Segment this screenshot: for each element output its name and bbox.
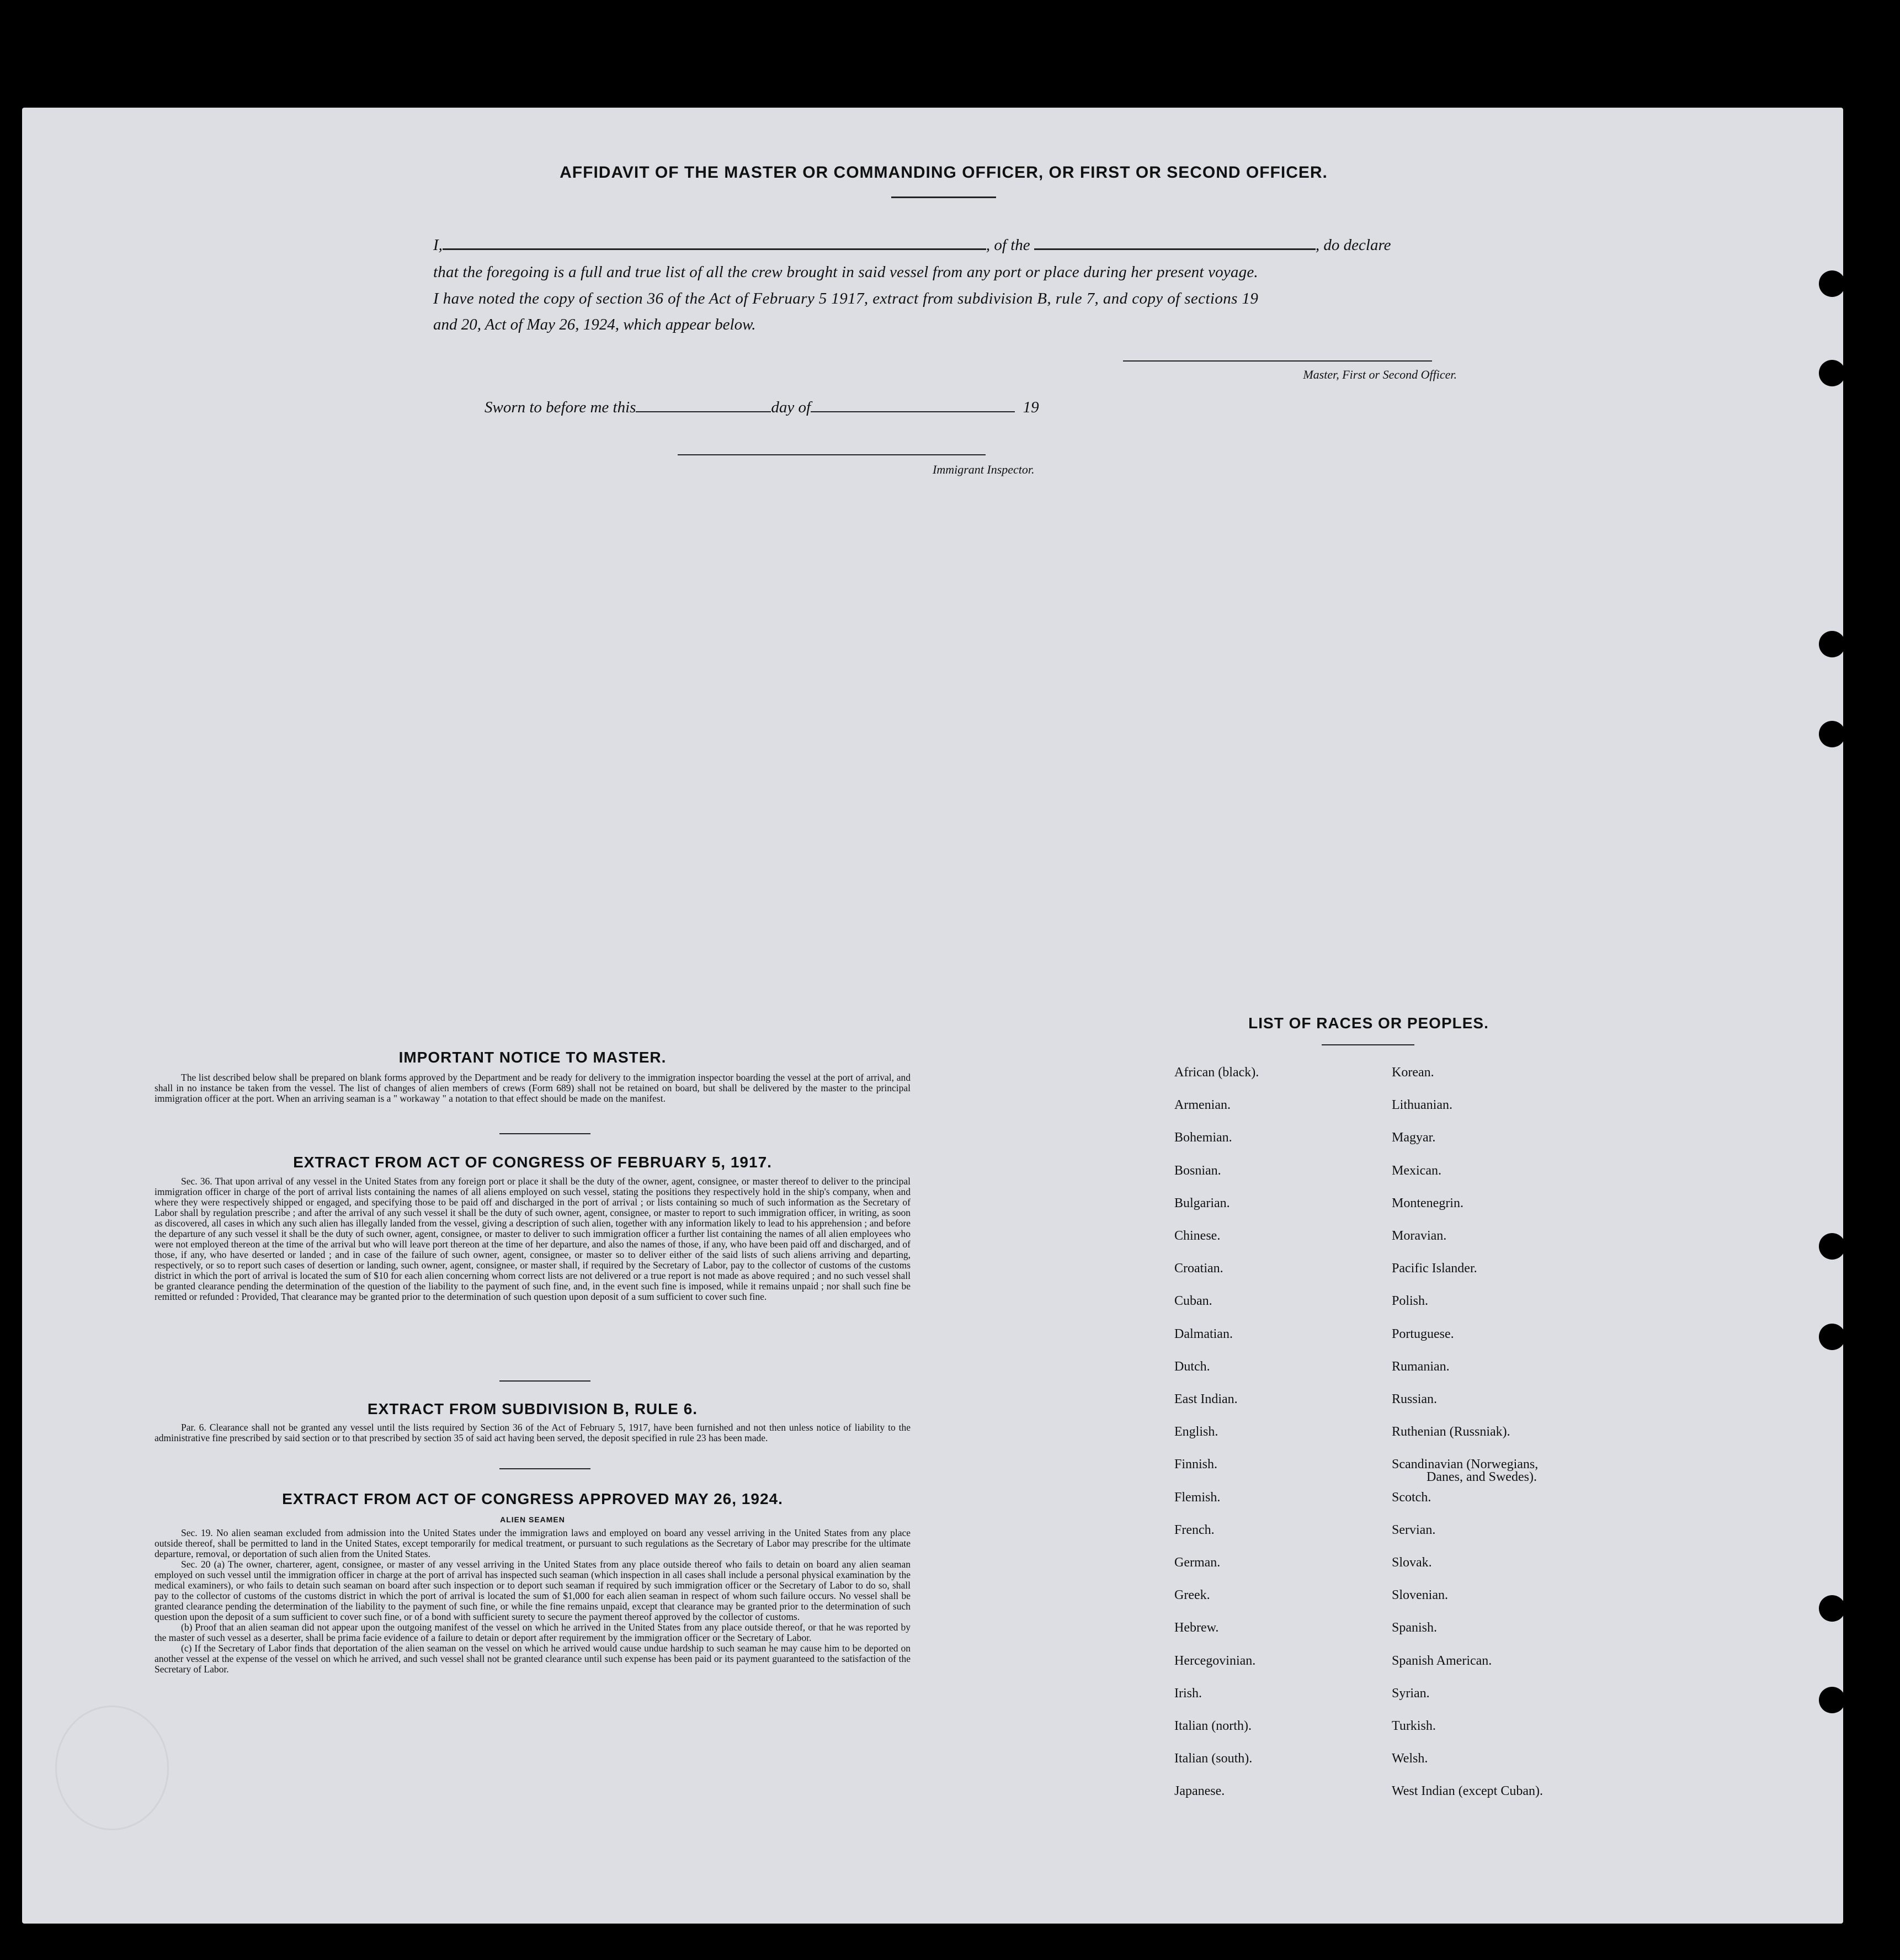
extract-1917-title: EXTRACT FROM ACT OF CONGRESS OF FEBRUARY 5, 1917. bbox=[293, 1154, 772, 1171]
master-signature-line[interactable] bbox=[1123, 360, 1432, 362]
race-item: Irish. bbox=[1174, 1686, 1202, 1701]
affidavit-i: I, bbox=[433, 236, 443, 254]
sworn-day-field[interactable] bbox=[636, 411, 771, 412]
affidavit-line1 bbox=[433, 236, 1465, 254]
affidavit-line3: I have noted the copy of section 36 of the Act of February 5 1917, extract from subdivision B, rule 7, and copy of sections 19 bbox=[433, 290, 1259, 307]
race-item: Bulgarian. bbox=[1174, 1196, 1230, 1210]
race-item: Turkish. bbox=[1392, 1719, 1436, 1733]
inspector-signature-line[interactable] bbox=[678, 454, 986, 455]
race-item: West Indian (except Cuban). bbox=[1392, 1784, 1543, 1798]
race-item: Ruthenian (Russniak). bbox=[1392, 1425, 1510, 1439]
notice-paragraph: The list described below shall be prepared on blank forms approved by the Department and be ready for delivery to the immigration inspector boarding the vessel at the port of arrival, and shall in no instance be taken from the vessel. The list of changes of alien members of crews (Form 689) shall not be retained on board, but shall be delivered by the master to the principal immigration officer at the port. When an arriving seaman is a " workaway " a notation to that effect should be made on the manifest. bbox=[155, 1072, 911, 1104]
race-item: English. bbox=[1174, 1425, 1218, 1439]
race-item: Servian. bbox=[1392, 1523, 1436, 1537]
alien-seamen-subtitle: ALIEN SEAMEN bbox=[500, 1515, 565, 1524]
race-item: Croatian. bbox=[1174, 1261, 1223, 1276]
master-signature-label: Master, First or Second Officer. bbox=[1303, 368, 1457, 381]
subdivision-b-body bbox=[155, 1422, 911, 1443]
binder-hole bbox=[1819, 721, 1845, 747]
race-item: Pacific Islander. bbox=[1392, 1261, 1477, 1276]
sec19-paragraph: Sec. 19. No alien seaman excluded from admission into the United States under the immigration laws and employed on board any vessel arriving in the United States from any place outside thereof, shall be permitted to land in the United States, except temporarily for medical treatment, or pursuant to such regulations as the Secretary of Labor may prescribe for the ultimate departure, removal, or deportation of such alien from the United States. bbox=[155, 1527, 911, 1559]
race-item: Rumanian. bbox=[1392, 1359, 1450, 1374]
race-item: Lithuanian. bbox=[1392, 1098, 1452, 1112]
races-title-rule bbox=[1322, 1044, 1414, 1045]
binder-hole bbox=[1819, 1687, 1845, 1713]
race-item: Korean. bbox=[1392, 1065, 1434, 1080]
affidavit-title: AFFIDAVIT OF THE MASTER OR COMMANDING OFFICER, OR FIRST OR SECOND OFFICER. bbox=[560, 163, 1328, 182]
race-item: Dalmatian. bbox=[1174, 1327, 1233, 1341]
extract-1924-title: EXTRACT FROM ACT OF CONGRESS APPROVED MAY 26, 1924. bbox=[282, 1490, 783, 1507]
sworn-prefix: Sworn to before me this bbox=[485, 399, 636, 416]
race-item: Hebrew. bbox=[1174, 1621, 1219, 1635]
binder-hole bbox=[1819, 360, 1845, 386]
affidavit-line4: and 20, Act of May 26, 1924, which appear below. bbox=[433, 316, 756, 333]
sec20c-paragraph: (c) If the Secretary of Labor finds that deportation of the alien seaman on the vessel on which he arrived would cause undue hardship to such seaman he may cause him to be deported on another vessel at the expense of the vessel on which he arrived, and such vessel shall not be granted clearance until such expense has been paid or its payment guaranteed to the satisfaction of the Secretary of Labor. bbox=[155, 1643, 911, 1675]
binder-hole bbox=[1819, 631, 1845, 657]
sworn-line bbox=[485, 399, 1147, 417]
race-item: Syrian. bbox=[1392, 1686, 1430, 1701]
race-item: Japanese. bbox=[1174, 1784, 1225, 1798]
race-item: Italian (south). bbox=[1174, 1751, 1253, 1766]
race-item: Moravian. bbox=[1392, 1229, 1447, 1243]
race-item: Russian. bbox=[1392, 1392, 1438, 1406]
race-item: Italian (north). bbox=[1174, 1719, 1252, 1733]
notice-rule bbox=[499, 1133, 590, 1134]
par6-paragraph: Par. 6. Clearance shall not be granted any vessel until the lists required by Section 36 of the Act of February 5, 1917, have been furnished and not then unless notice of liability to the administrative fine prescribed by said section or to that prescribed by section 35 of said act having been served, the deposit specified in rule 23 has been made. bbox=[155, 1422, 911, 1443]
subdivision-b-rule bbox=[499, 1468, 590, 1469]
binder-hole bbox=[1819, 1324, 1845, 1350]
affidavit-line2: that the foregoing is a full and true list of all the crew brought in said vessel from any port or place during her present voyage. bbox=[433, 263, 1258, 281]
sec20a-paragraph: Sec. 20 (a) The owner, charterer, agent, consignee, or master of any vessel arriving in the United States from any place outside thereof who fails to detain on board any alien seaman employed on such vessel until the immigration officer in charge at the port of arrival has inspected such seaman (which inspection in all cases shall include a personal physical examination by the medical examiners), or who fails to detain such seaman on board after such inspection or to deport such seaman if required by such immigration officer or the Secretary of Labor to do so, shall pay to the collector of customs of the customs district in which the port of arrival is located the sum of $1,000 for each alien seaman in respect of whom such failure occurs. No vessel shall be granted clearance pending the determination of the liability to the payment of such fine, or while the fine remains unpaid, except that clearance may be granted prior to the determination of such question upon the deposit of a sum sufficient to cover such fine, or of a bond with sufficient surety to secure the payment thereof approved by the collector of customs. bbox=[155, 1559, 911, 1622]
binder-hole bbox=[1819, 1595, 1845, 1622]
race-item: Portuguese. bbox=[1392, 1327, 1454, 1341]
race-item: German. bbox=[1174, 1555, 1221, 1570]
inspector-label: Immigrant Inspector. bbox=[933, 463, 1035, 476]
race-item: Flemish. bbox=[1174, 1490, 1221, 1505]
race-item: Scotch. bbox=[1392, 1490, 1431, 1505]
extract-1924-body bbox=[155, 1528, 911, 1675]
race-item: Polish. bbox=[1392, 1294, 1429, 1308]
affidavit-declare: , do declare bbox=[1315, 236, 1391, 254]
binder-hole bbox=[1819, 270, 1845, 297]
notice-body bbox=[155, 1072, 911, 1104]
race-item: Armenian. bbox=[1174, 1098, 1231, 1112]
binder-hole bbox=[1819, 1233, 1845, 1260]
embossed-seal bbox=[55, 1706, 169, 1830]
race-item: French. bbox=[1174, 1523, 1215, 1537]
race-item: Montenegrin. bbox=[1392, 1196, 1463, 1210]
sworn-day-of: day of bbox=[771, 399, 811, 416]
race-item-continuation: Danes, and Swedes). bbox=[1427, 1470, 1537, 1484]
race-item: Hercegovinian. bbox=[1174, 1654, 1256, 1668]
subdivision-b-title: EXTRACT FROM SUBDIVISION B, RULE 6. bbox=[367, 1400, 698, 1417]
race-item: Chinese. bbox=[1174, 1229, 1221, 1243]
race-item: Welsh. bbox=[1392, 1751, 1428, 1766]
race-item: Slovenian. bbox=[1392, 1588, 1448, 1602]
race-item: Slovak. bbox=[1392, 1555, 1432, 1570]
race-item: Greek. bbox=[1174, 1588, 1210, 1602]
extract-1917-body bbox=[155, 1176, 911, 1302]
extract-1917-rule bbox=[499, 1380, 590, 1382]
sec36-paragraph: Sec. 36. That upon arrival of any vessel in the United States from any foreign port or place it shall be the duty of the owner, agent, consignee, or master thereof to deliver to the principal immigration officer in charge of the port of arrival lists containing the names of all aliens employed on such vessel, stating the positions they respectively hold in the ship's company, when and where they were respectively shipped or engaged, and specifying those to be paid off and discharged in the port of arrival ; or lists containing so much of such information as the Secretary of Labor shall by regulation prescribe ; and after the arrival of any such vessel it shall be the duty of such owner, agent, consignee, or master to report to such immigration officer, in writing, as soon as discovered, all cases in which any such alien has illegally landed from the vessel, giving a description of such alien, together with any information likely to lead to his apprehension ; and before the departure of any such vessel it shall be the duty of such owner, agent, consignee, or master to deliver to such immigration officer a further list containing the names of all alien employees who were not employed thereon at the time of the arrival but who will leave port thereon at the time of her departure, and also the names of those, if any, who have been paid off and discharged, and of those, if any, who have deserted or landed ; and in case of the failure of such owner, agent, consignee, or master so to deliver either of the said lists of such aliens arriving and departing, respectively, or so to report such cases of desertion or landing, such owner, agent, consignee, or master shall, if required by the Secretary of Labor, pay to the collector of customs of the customs district in which the port of arrival is located the sum of $10 for each alien concerning whom correct lists are not delivered or a true report is not made as above required ; and no such vessel shall be granted clearance pending the determination of the question of the liability to the payment of such fine, and, in the event such fine is imposed, while it remains unpaid ; nor shall such fine be remitted or refunded : Provided, That clearance may be granted prior to the determination of such question upon deposit of a sum sufficient to cover such fine. bbox=[155, 1176, 911, 1302]
races-title: LIST OF RACES OR PEOPLES. bbox=[1248, 1014, 1489, 1032]
race-item: Magyar. bbox=[1392, 1130, 1436, 1145]
race-item: Scandinavian (Norwegians, bbox=[1392, 1457, 1539, 1472]
affidavit-title-rule bbox=[891, 196, 996, 198]
race-item: Bohemian. bbox=[1174, 1130, 1232, 1145]
race-item: Cuban. bbox=[1174, 1294, 1212, 1308]
notice-title: IMPORTANT NOTICE TO MASTER. bbox=[398, 1049, 667, 1066]
race-item: Spanish American. bbox=[1392, 1654, 1492, 1668]
race-item: Finnish. bbox=[1174, 1457, 1218, 1472]
sworn-month-field[interactable] bbox=[811, 411, 1015, 412]
race-item: Spanish. bbox=[1392, 1621, 1438, 1635]
sec20b-paragraph: (b) Proof that an alien seaman did not appear upon the outgoing manifest of the vessel on which he arrived in the United States from any place outside thereof, or that he was reported by the master of such vessel as a deserter, shall be prima facie evidence of a failure to detain or deport after requirement by the immigration officer or the Secretary of Labor. bbox=[155, 1622, 911, 1643]
affidavit-of-the: , of the bbox=[986, 236, 1030, 254]
race-item: African (black). bbox=[1174, 1065, 1259, 1080]
race-item: East Indian. bbox=[1174, 1392, 1238, 1406]
sworn-year: 19 bbox=[1023, 399, 1039, 416]
officer-name-field[interactable] bbox=[443, 248, 986, 250]
race-item: Dutch. bbox=[1174, 1359, 1210, 1374]
race-item: Bosnian. bbox=[1174, 1164, 1221, 1178]
race-item: Mexican. bbox=[1392, 1164, 1441, 1178]
vessel-name-field[interactable] bbox=[1034, 248, 1316, 250]
